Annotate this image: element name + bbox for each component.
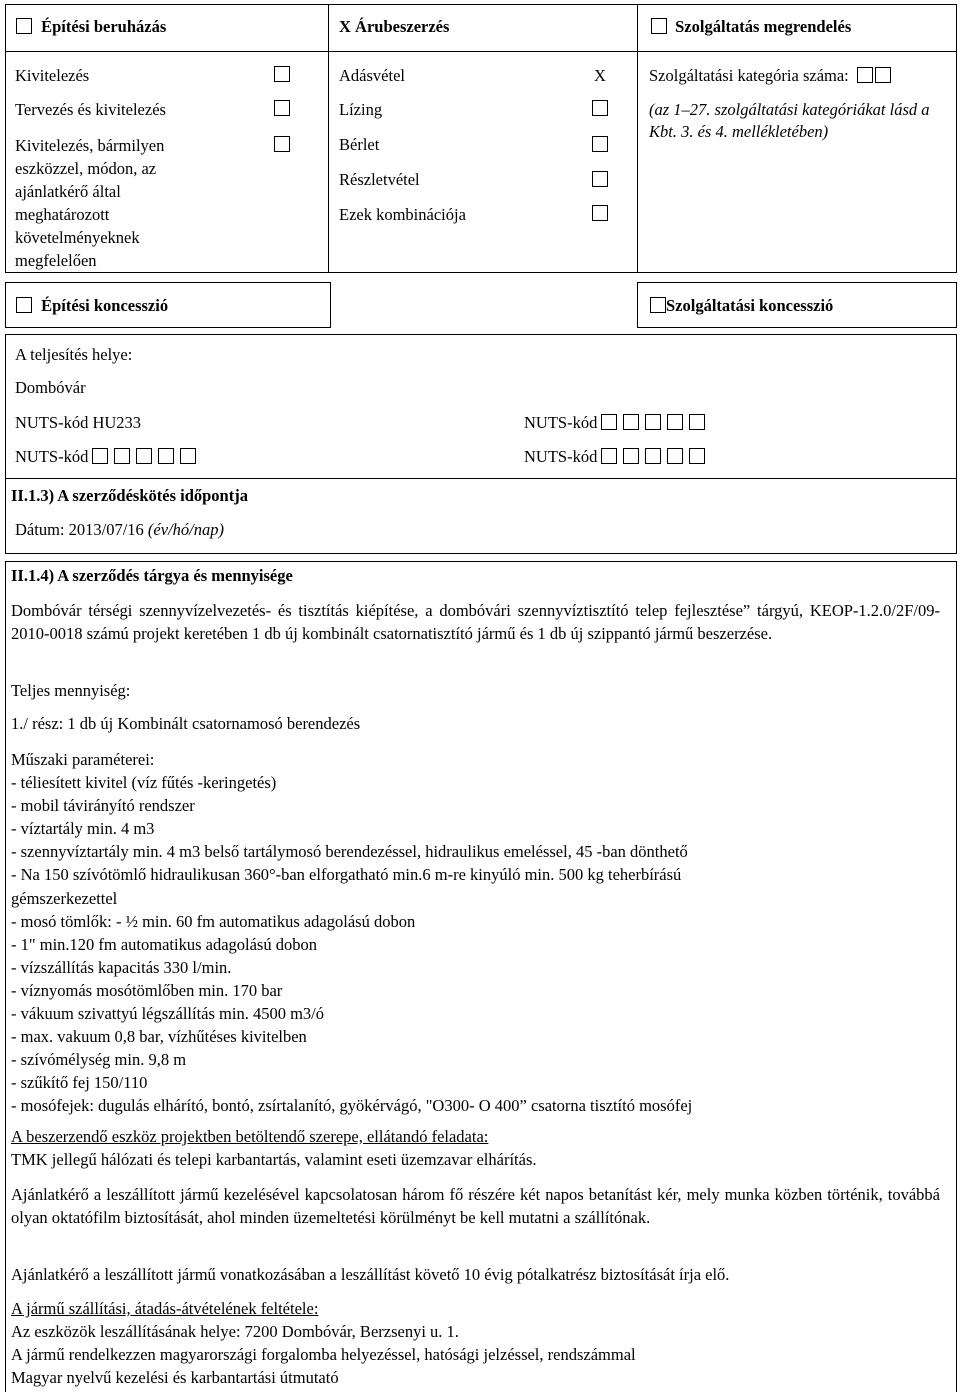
nuts-code-2 [15,447,196,467]
training-text: Ajánlatkérő a leszállított jármű kezelésével kapcsolatosan három fő részére két napos betanítást kér, mely munka közben történik, továbbá olyan oktatófilm biztosítását, ahol minden üzemeltetési körülményt be kell mutatni a szállítónak. [11,1185,940,1227]
param-line: - max. vakuum 0,8 bar, vízhűtéses kivitelben [11,1027,307,1047]
service-category-label [649,66,891,86]
purchase-mark[interactable]: X [594,66,606,85]
role-text: TMK jellegű hálózati és telepi karbantartás, valamint eseti üzemzavar elhárítás. [11,1150,537,1169]
nuts-box[interactable] [623,448,639,464]
header-goods [339,17,449,37]
param-line: - szívómélység min. 9,8 m [11,1050,187,1070]
checkbox-service-concession[interactable] [650,297,666,313]
param-line: - vákuum szivattyú légszállítás min. 4500 m3/ó [11,1004,324,1024]
nuts-label: NUTS-kód [524,447,598,466]
nuts-box[interactable] [92,448,108,464]
checkbox-any-means[interactable] [274,136,290,152]
param-line: - mobil távirányító rendszer [11,796,195,816]
col-divider-2 [637,4,638,272]
contract-date-value: Dátum: 2013/07/16 [15,520,144,539]
checkbox-combination[interactable] [592,205,608,221]
delivery-line: Az eszközök leszállításának helye: 7200 Dombóvár, Berzsenyi u. 1. [11,1322,459,1342]
nuts-label: NUTS-kód [524,413,598,432]
checkbox-rent[interactable] [592,136,608,152]
param-line: gémszerkezettel [11,888,118,908]
nuts-box[interactable] [114,448,130,464]
service-category-note: (az 1–27. szolgáltatási kategóriákat lásd a Kbt. 3. és 4. mellékletében) [649,100,930,141]
place-label: A teljesítés helye: [15,345,133,364]
nuts-box[interactable] [180,448,196,464]
checkbox-service[interactable] [651,18,667,34]
checkbox-installment[interactable] [592,171,608,187]
delivery-line: A jármű rendelkezzen magyarországi forgalomba helyezéssel, hatósági jelzéssel, rendszámmal [11,1345,636,1365]
nuts-box[interactable] [601,448,617,464]
subject-intro: Dombóvár térségi szennyvízelvezetés- és tisztítás kiépítése, a dombóvári szennyvíztisztító telep fejlesztése” tárgyú, KEOP-1.2.0/2F/09-2010-0018 számú projekt keretében 1 db új kombinált csatornatisztító jármű és 1 db új szippantó jármű beszerzése. [11,601,940,643]
param-line: - téliesített kivitel (víz fűtés -keringetés) [11,773,277,793]
param-line: - 1" min.120 fm automatikus adagolású dobon [11,934,317,954]
role-title: A beszerzendő eszköz projektben betöltendő szerepe, ellátandó feladata: [11,1127,489,1146]
delivery-conditions [11,1297,636,1389]
part-1: 1./ rész: 1 db új Kombinált csatornamosó berendezés [11,714,361,733]
total-quantity-label: Teljes mennyiség: [11,681,131,700]
nuts-box[interactable] [645,448,661,464]
service-category-box-2[interactable] [875,67,891,83]
concession-service [650,296,833,316]
nuts-code-4 [524,447,705,467]
col2-item-purchase: Adásvétel [339,66,405,85]
subject-title: II.1.4) A szerződés tárgya és mennyisége [11,566,293,585]
col2-item-rent: Bérlet [339,135,380,154]
nuts-box[interactable] [645,414,661,430]
param-line: - mosófejek: dugulás elhárító, bontó, zsírtalanító, gyökérvágó, "O300- O 400” csatorna tisztító mosófej [11,1096,693,1116]
delivery-line: Magyar nyelvű kezelési és karbantartási útmutató [11,1368,339,1388]
contract-date [15,520,224,540]
concession-works-label: Építési koncesszió [41,296,169,315]
col1-item-design-execution: Tervezés és kivitelezés [15,100,166,119]
header-service [651,17,851,37]
checkbox-design-execution[interactable] [274,100,290,116]
service-category-text: Szolgáltatási kategória száma: [649,66,849,85]
checkbox-construction[interactable] [16,18,32,34]
place-city: Dombóvár [15,378,86,397]
param-line: - szűkítő fej 150/110 [11,1073,148,1093]
header-divider [5,51,956,52]
nuts-box[interactable] [158,448,174,464]
col2-item-leasing: Lízing [339,100,383,119]
nuts-box[interactable] [689,414,705,430]
nuts-box[interactable] [667,448,683,464]
nuts-box[interactable] [689,448,705,464]
param-line: - szennyvíztartály min. 4 m3 belső tartálymosó berendezéssel, hidraulikus emeléssel, 45 -ban dönthető [11,842,688,862]
param-line: - Na 150 szívótömlő hidraulikusan 360°-ban elforgatható min.6 m-re kinyúló min. 500 kg teherbírású [11,865,682,885]
contract-date-format: (év/hó/nap) [147,520,224,539]
col1-item-execution: Kivitelezés [15,66,90,85]
checkbox-execution[interactable] [274,66,290,82]
service-category-box-1[interactable] [857,67,873,83]
nuts-box[interactable] [136,448,152,464]
col2-item-combination: Ezek kombinációja [339,205,466,224]
header-goods-label: X Árubeszerzés [339,17,450,36]
param-line: - vízszállítás kapacitás 330 l/min. [11,957,232,977]
nuts-code-3 [524,413,705,433]
header-service-label: Szolgáltatás megrendelés [675,17,852,36]
col2-item-installment: Részletvétel [339,170,420,189]
col-divider-1 [328,4,329,272]
param-line: - mosó tömlők: - ½ min. 60 fm automatikus adagolású dobon [11,911,416,931]
nuts-box[interactable] [667,414,683,430]
nuts-code-1: NUTS-kód HU233 [15,413,142,432]
nuts-box[interactable] [601,414,617,430]
header-construction-label: Építési beruházás [41,17,167,36]
header-construction [16,17,166,37]
contract-date-title: II.1.3) A szerződéskötés időpontja [11,486,248,505]
warranty-text: Ajánlatkérő a leszállított jármű vonatkozásában a leszállítást követő 10 évig pótalkatrész biztosítását írja elő. [11,1265,730,1284]
delivery-title: A jármű szállítási, átadás-átvételének feltétele: [11,1299,319,1318]
param-line: - víztartály min. 4 m3 [11,819,155,839]
checkbox-works-concession[interactable] [16,297,32,313]
checkbox-leasing[interactable] [592,100,608,116]
nuts-label: NUTS-kód [15,447,89,466]
param-line: - víznyomás mosótömlőben min. 170 bar [11,980,283,1000]
nuts-box[interactable] [623,414,639,430]
col1-item-any-means: Kivitelezés, bármilyen eszközzel, módon, az ajánlatkérő által meghatározott követelményeknek megfelelően [15,136,165,270]
concession-works [16,296,168,316]
params-title: Műszaki paraméterei: [11,750,155,769]
technical-params [11,748,692,1118]
concession-service-label: Szolgáltatási koncesszió [666,296,834,315]
